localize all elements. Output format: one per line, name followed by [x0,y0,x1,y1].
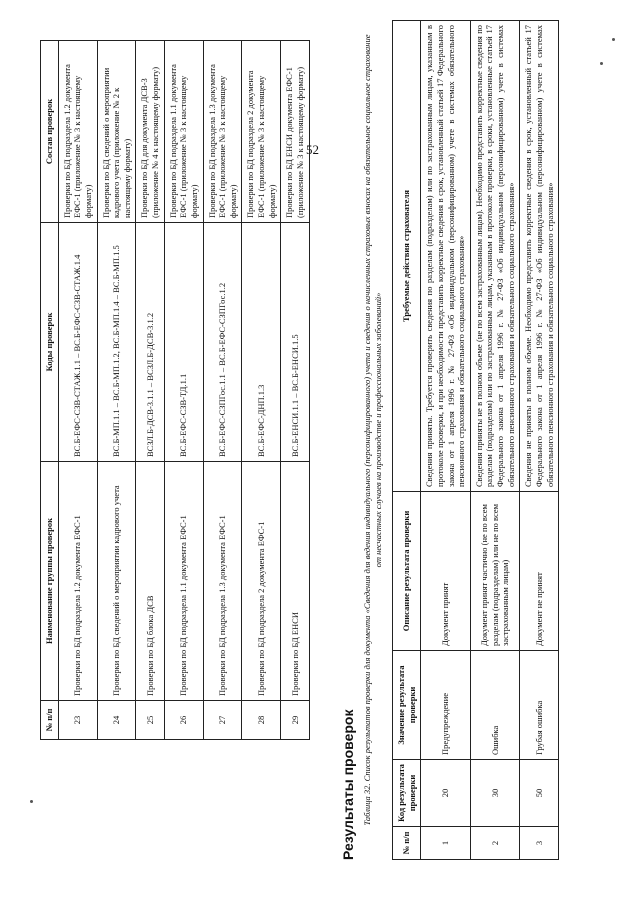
table-row [136,41,164,740]
row-num: 25 [136,701,164,740]
row-group: Проверки по БД ЕНСИ [281,462,309,701]
header-content: Состав проверок [41,41,59,223]
row-content: Проверки по БД подраздела 2 документа ЕФС-1 (приложение № 3 к настоящему формату) [242,41,281,223]
row-content: Проверки по БД ЕНСИ документа ЕФС-1 (приложение № 3 к настоящему формату) [281,41,309,223]
table-row [470,21,520,860]
row-group: Проверки по БД сведений о мероприятии кадрового учета [97,462,136,701]
table-row [520,21,559,860]
row-description: Документ принят [421,492,471,651]
row-codes: ВС.Б-ЕФС-СЗПГос.1.1 – ВС.Б-ЕФС-СЗПГос.1.2 [203,223,242,462]
table-row [164,41,203,740]
table-row [203,41,242,740]
row-num: 27 [203,701,242,740]
row-content: Проверки по БД подраздела 1.3 документа ЕФС-1 (приложение № 3 к настоящему формату) [203,41,242,223]
row-actions: Сведения приняты не в полном объеме (не по всем застрахованным лицам). Необходимо представить корректные сведения по разделам (подразделам) или по застрахованным лицам, указанным в протоколе проверки, в сроки, установленные статьей 17 Федерального закона от 1 апреля 1996 г. № 27-ФЗ «Об индивидуальном (персонифицированном) учете в системах обязательного пенсионного страхования и обязательного социального страхования» [470,21,520,492]
row-value: Ошибка [470,651,520,760]
row-content: Проверки по БД сведений о мероприятии кадрового учета (приложение № 2 к настоящему формату) [97,41,136,223]
row-num: 28 [242,701,281,740]
row-num: 29 [281,701,309,740]
header-group: Наименование группы проверок [41,462,59,701]
row-content: Проверки по БД подраздела 1.1 документа ЕФС-1 (приложение № 3 к настоящему формату) [164,41,203,223]
row-codes: ВС.Б-ЕФС-ДНП.1.3 [242,223,281,462]
row-group: Проверки по БД блока ДСВ [136,462,164,701]
row-actions: Сведения приняты. Требуется проверить сведения по разделам (подразделам) или по застрахованным лицам, указанным в протоколе проверки, и при необходимости представить корректные сведения в срок, установленный статьей 17 Федерального закона от 1 апреля 1996 г. № 27-ФЗ «Об индивидуальном (персонифицированном) учете в системах обязательного пенсионного страхования и обязательного социального страхования» [421,21,471,492]
row-codes: ВСЗЛ.Б-ДСВ-3.1.1 – ВСЗЛ.Б-ДСВ-3.1.2 [136,223,164,462]
scan-speck [30,800,33,803]
row-actions: Сведения не приняты в полном объеме. Необходимо представить корректные сведения в срок, установленный статьей 17 Федерального закона от 1 апреля 1996 г. № 27-ФЗ «Об индивидуальном (персонифицированном) учете в системах обязательного пенсионного страхования и обязательного социального страхования» [520,21,559,492]
row-num: 24 [97,701,136,740]
row-codes: ВС.Б-ЕФС-СЗВ-СТАЖ.1.1 – ВС.Б-ЕФС-СЗВ-СТАЖ.1.4 [58,223,97,462]
row-codes: ВС.Б-ЕФС-СЗВ-ТД.1.1 [164,223,203,462]
row-content: Проверки по БД подраздела 1.2 документа ЕФС-1 (приложение № 3 к настоящему формату) [58,41,97,223]
header-codes: Коды проверок [41,223,59,462]
row-codes: ВС.Б-ЕНСИ.1.1 – ВС.Б-ЕНСИ.1.5 [281,223,309,462]
header-value: Значение результата проверки [393,651,421,760]
row-content: Проверки по БД для документа ДСВ-3 (приложение № 4 к настоящему формату) [136,41,164,223]
header-description: Описание результата проверки [393,492,421,651]
rotated-page-content [40,10,600,870]
row-code: 30 [470,760,520,827]
checks-table [40,40,310,740]
table-row [421,21,471,860]
scan-speck [600,62,603,65]
table-row [242,41,281,740]
row-num: 3 [520,827,559,860]
row-code: 50 [520,760,559,827]
header-num: № п/п [393,827,421,860]
row-value: Предупреждение [421,651,471,760]
row-num: 1 [421,827,471,860]
table-row [281,41,309,740]
row-codes: ВС.Б-МП.1.1 – ВС.Б-МП.1.2, ВС.Б-МП.1.4 – ВС.Б-МП.1.5 [97,223,136,462]
table-caption: Таблица 32. Список результатов проверки для документа «Сведения для ведения индивидуального (персонифицированного) учета и сведения о начисленных страховых взносах на обязательное социальное страхование от несчастных случаев на производстве и профессиональных заболеваний» [362,34,383,826]
table-row [97,41,136,740]
row-group: Проверки по БД подраздела 1.1 документа ЕФС-1 [164,462,203,701]
header-num: № п/п [41,701,59,740]
page-number: 52 [306,142,319,157]
row-group: Проверки по БД подраздела 1.2 документа ЕФС-1 [58,462,97,701]
results-table-header [393,21,421,860]
results-table [392,20,559,860]
table-row [58,41,97,740]
row-num: 2 [470,827,520,860]
checks-table-header [41,41,59,740]
header-code: Код результата проверки [393,760,421,827]
row-value: Грубая ошибка [520,651,559,760]
row-description: Документ принят частично (не по всем разделам (подразделам) или не по всем застрахованным лицам) [470,492,520,651]
row-description: Документ не принят [520,492,559,651]
row-num: 23 [58,701,97,740]
header-actions: Требуемые действия страхователя [393,21,421,492]
row-num: 26 [164,701,203,740]
scan-speck [612,38,615,41]
section-title: Результаты проверок [340,709,356,860]
row-group: Проверки по БД подраздела 2 документа ЕФС-1 [242,462,281,701]
row-code: 20 [421,760,471,827]
row-group: Проверки по БД подраздела 1.3 документа ЕФС-1 [203,462,242,701]
